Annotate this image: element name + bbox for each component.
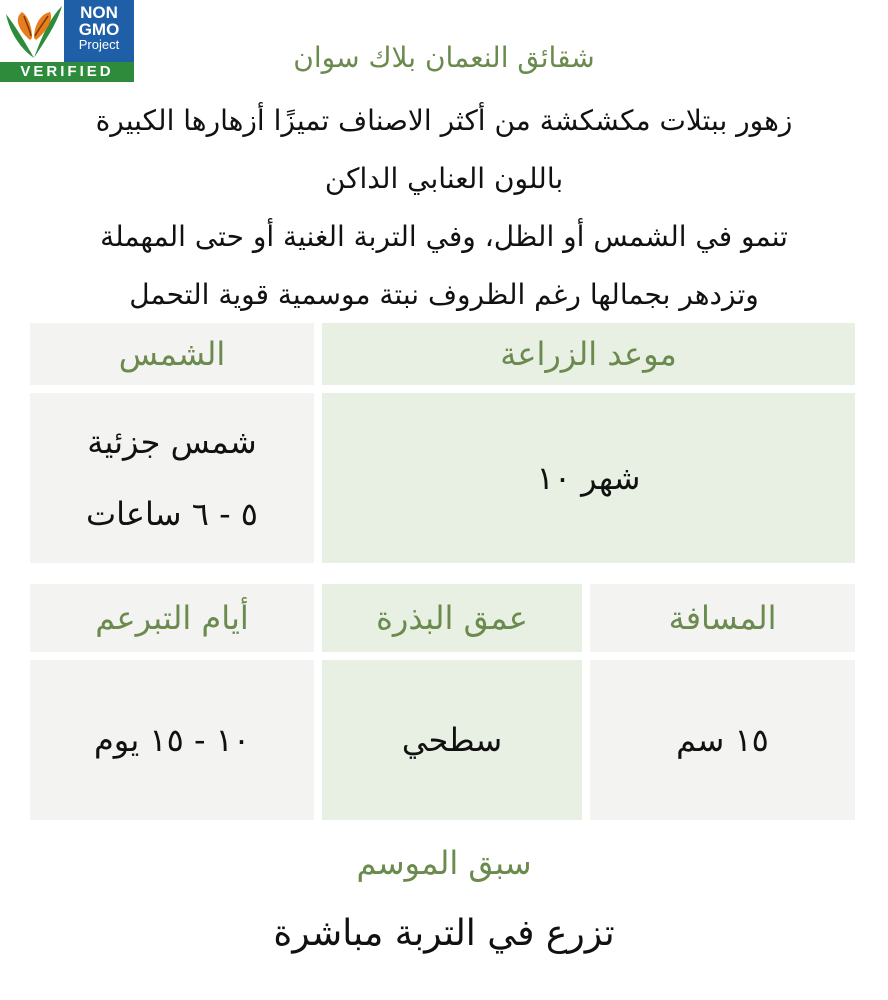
product-title: شقائق النعمان بلاك سوان xyxy=(293,41,595,74)
logo-line1: NON xyxy=(80,3,118,22)
logo-line2: GMO xyxy=(78,20,120,39)
description-line: زهور ببتلات مكشكشة من أكثر الاصناف تميزًا أزهارها الكبيرة xyxy=(95,104,793,137)
header-label: المسافة xyxy=(668,599,777,637)
value-label: ١٠ - ١٥ يوم xyxy=(93,721,251,759)
value-label: ٥ - ٦ ساعات xyxy=(86,495,258,533)
logo-text-box xyxy=(64,0,134,62)
spacing-header xyxy=(590,584,855,652)
header-label: الشمس xyxy=(118,335,226,373)
value-label: سطحي xyxy=(401,721,503,759)
header-label: موعد الزراعة xyxy=(500,335,677,373)
description-line: باللون العنابي الداكن xyxy=(324,162,564,195)
germination-header xyxy=(30,584,314,652)
value-label: شهر ١٠ xyxy=(536,459,641,497)
spacing-value xyxy=(590,660,855,820)
seed-depth-header xyxy=(322,584,582,652)
sun-header xyxy=(30,323,314,385)
butterfly-leaf-icon xyxy=(0,0,64,62)
footer-title: سبق الموسم xyxy=(356,844,532,882)
header-label: أيام التبرعم xyxy=(95,599,249,637)
logo-line3: Project xyxy=(78,37,120,52)
logo-verified-bar: VERIFIED xyxy=(0,62,134,82)
sun-value xyxy=(30,393,314,563)
non-gmo-verified-logo xyxy=(0,0,134,82)
planting-time-header xyxy=(322,323,855,385)
description-line: وتزدهر بجمالها رغم الظروف نبتة موسمية قوية التحمل xyxy=(129,278,759,311)
germination-value xyxy=(30,660,314,820)
planting-time-value xyxy=(322,393,855,563)
header-label: عمق البذرة xyxy=(376,599,528,637)
seed-depth-value xyxy=(322,660,582,820)
footer-text: تزرع في التربة مباشرة xyxy=(273,913,615,954)
product-description xyxy=(40,92,848,324)
value-label: شمس جزئية xyxy=(87,423,257,461)
description-line: تنمو في الشمس أو الظل، وفي التربة الغنية أو حتى المهملة xyxy=(100,220,788,253)
value-label: ١٥ سم xyxy=(676,721,769,759)
